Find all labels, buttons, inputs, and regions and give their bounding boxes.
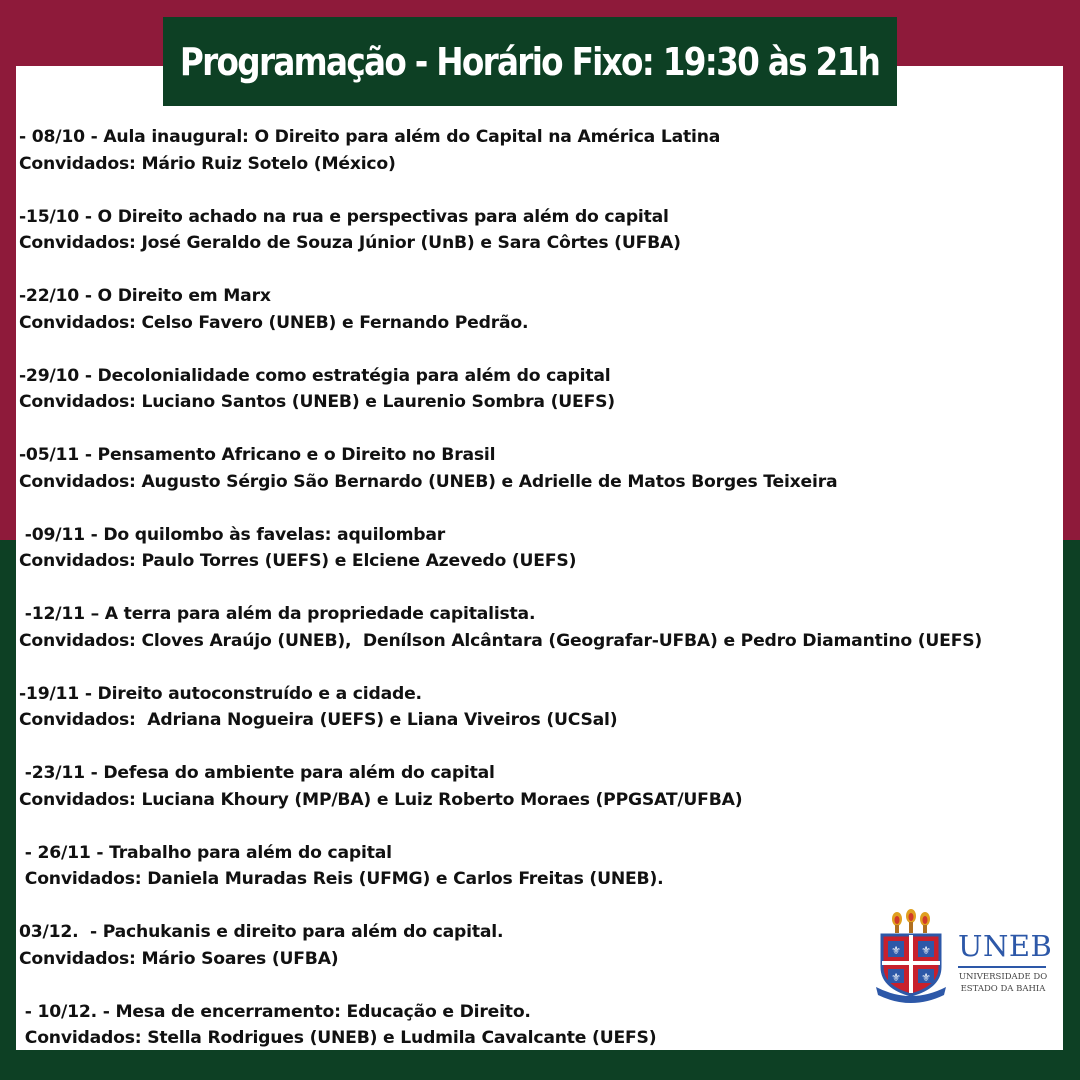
uneb-logo bbox=[866, 905, 1062, 1007]
event-guests: Convidados: Mário Soares (UFBA) bbox=[19, 948, 339, 969]
event-guests: Convidados: Luciano Santos (UNEB) e Laurenio Sombra (UEFS) bbox=[19, 392, 615, 412]
event-guests: Convidados: Stella Rodrigues (UNEB) e Ludmila Cavalcante (UEFS) bbox=[19, 1028, 657, 1048]
event-guests: Convidados: Paulo Torres (UEFS) e Elciene Azevedo (UEFS) bbox=[19, 551, 577, 571]
logo-wordmark: UNEB bbox=[958, 929, 1053, 963]
schedule-item bbox=[19, 681, 1059, 734]
logo-subtitle bbox=[958, 971, 1048, 995]
event-title: -29/10 - Decolonialidade como estratégia para além do capital bbox=[19, 365, 611, 386]
event-title: 03/12. - Pachukanis e direito para além do capital. bbox=[19, 922, 504, 942]
logo-subtitle-line1: UNIVERSIDADE DO bbox=[958, 972, 1048, 982]
event-guests: Convidados: Augusto Sérgio São Bernardo (UNEB) e Adrielle de Matos Borges Teixeira bbox=[19, 471, 838, 492]
schedule-item bbox=[19, 442, 1059, 495]
schedule-item bbox=[19, 363, 1059, 416]
svg-text:⚜: ⚜ bbox=[921, 971, 931, 984]
event-title: -09/11 - Do quilombo às favelas: aquilombar bbox=[19, 524, 446, 545]
event-guests: Convidados: Luciana Khoury (MP/BA) e Luiz Roberto Moraes (PPGSAT/UFBA) bbox=[19, 789, 743, 810]
event-guests: Convidados: Cloves Araújo (UNEB), Denílson Alcântara (Geografar-UFBA) e Pedro Diamantino (UEFS) bbox=[19, 630, 983, 651]
event-title: -15/10 - O Direito achado na rua e perspectivas para além do capital bbox=[19, 206, 669, 227]
schedule-item bbox=[19, 760, 1059, 813]
event-title: -22/10 - O Direito em Marx bbox=[19, 286, 271, 306]
event-title: -19/11 - Direito autoconstruído e a cidade. bbox=[19, 683, 422, 704]
event-title: - 26/11 - Trabalho para além do capital bbox=[19, 842, 392, 863]
svg-text:⚜: ⚜ bbox=[921, 944, 931, 957]
event-guests: Convidados: José Geraldo de Souza Júnior (UnB) e Sara Côrtes (UFBA) bbox=[19, 233, 681, 253]
event-title: -23/11 - Defesa do ambiente para além do capital bbox=[19, 763, 495, 783]
event-title: - 10/12. - Mesa de encerramento: Educação e Direito. bbox=[19, 1001, 531, 1022]
university-crest-icon bbox=[868, 909, 954, 1005]
event-title: -05/11 - Pensamento Africano e o Direito no Brasil bbox=[19, 445, 496, 465]
logo-divider bbox=[958, 966, 1046, 968]
event-title: - 08/10 - Aula inaugural: O Direito para além do Capital na América Latina bbox=[19, 127, 721, 147]
event-guests: Convidados: Celso Favero (UNEB) e Fernando Pedrão. bbox=[19, 312, 529, 333]
schedule-item bbox=[19, 601, 1059, 654]
logo-subtitle-line2: ESTADO DA BAHIA bbox=[960, 984, 1046, 994]
schedule-item bbox=[19, 204, 1059, 257]
schedule-item bbox=[19, 522, 1059, 575]
svg-text:⚜: ⚜ bbox=[891, 971, 901, 984]
schedule-item bbox=[19, 840, 1059, 893]
title-banner bbox=[163, 17, 897, 106]
event-title: -12/11 – A terra para além da propriedade capitalista. bbox=[19, 604, 536, 624]
event-guests: Convidados: Mário Ruiz Sotelo (México) bbox=[19, 153, 396, 174]
event-guests: Convidados: Daniela Muradas Reis (UFMG) e Carlos Freitas (UNEB). bbox=[19, 869, 664, 889]
page-title: Programação - Horário Fixo: 19:30 às 21h bbox=[180, 39, 880, 84]
schedule-item bbox=[19, 283, 1059, 336]
svg-text:⚜: ⚜ bbox=[891, 944, 901, 957]
event-guests: Convidados: Adriana Nogueira (UEFS) e Liana Viveiros (UCSal) bbox=[19, 710, 618, 730]
schedule-item bbox=[19, 124, 1059, 177]
